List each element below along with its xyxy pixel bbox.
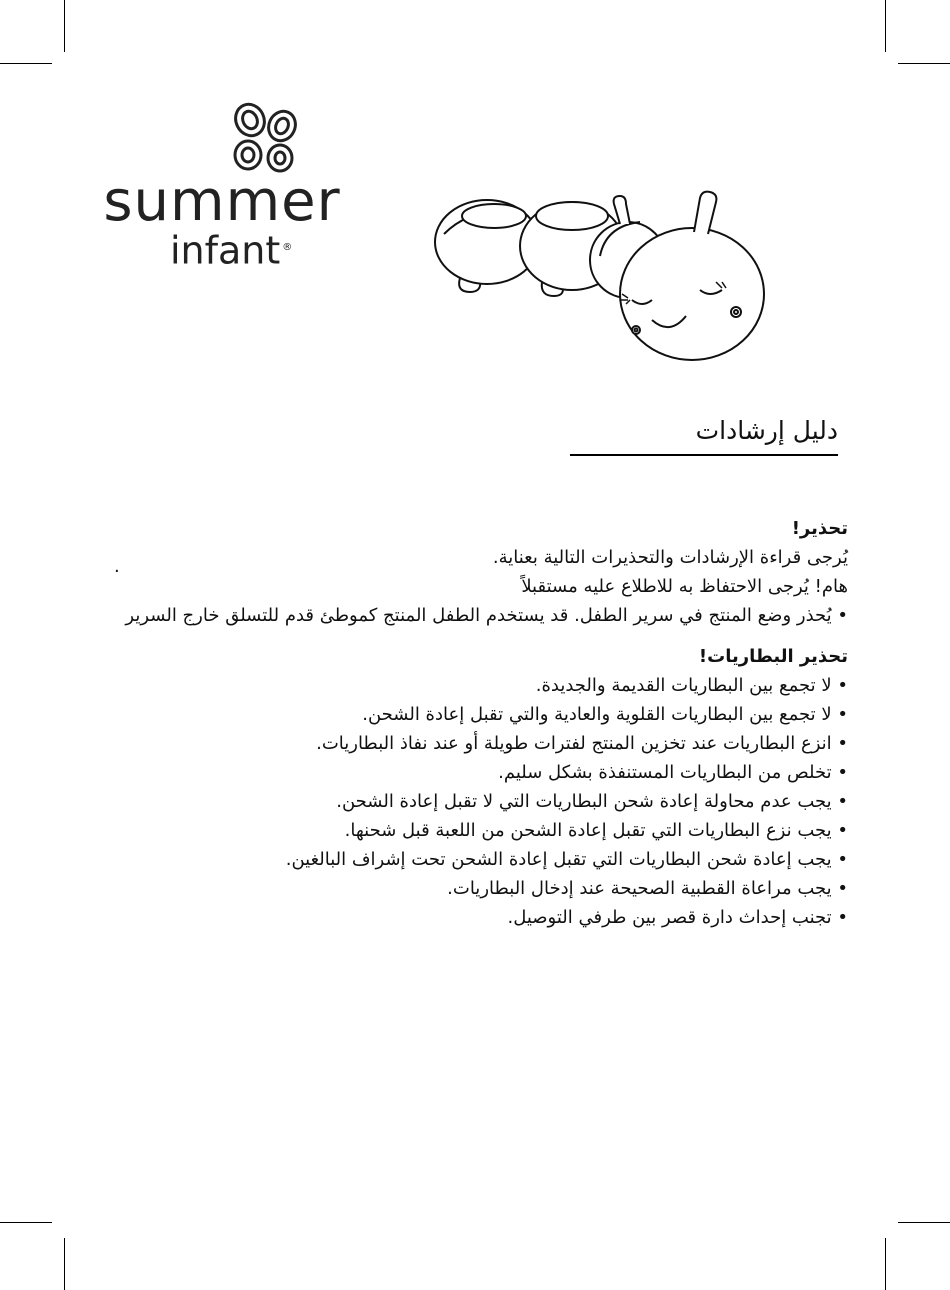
warnings-section bbox=[100, 512, 848, 932]
summer-infant-logo bbox=[92, 96, 354, 276]
crop-mark bbox=[0, 63, 52, 64]
brand-sub bbox=[170, 228, 292, 271]
battery-warning-item: • لا تجمع بين البطاريات القلوية والعادية والتي تقبل إعادة الشحن. bbox=[100, 700, 848, 729]
battery-warning-item: • لا تجمع بين البطاريات القديمة والجديدة. bbox=[100, 671, 848, 700]
warning-bullet: • يُحذر وضع المنتج في سرير الطفل. قد يستخدم الطفل المنتج كموطئ قدم للتسلق خارج السرير bbox=[100, 601, 848, 630]
caterpillar-toy-illustration bbox=[432, 190, 792, 370]
warning-line: هام! يُرجى الاحتفاظ به للاطلاع عليه مستقبلاً bbox=[521, 576, 848, 597]
stray-mark: . bbox=[114, 556, 120, 577]
battery-warning-item: • تخلص من البطاريات المستنفذة بشكل سليم. bbox=[100, 758, 848, 787]
battery-warning-heading: تحذير البطاريات! bbox=[698, 646, 848, 667]
brand-name: summer bbox=[103, 169, 341, 234]
warning-line: يُرجى قراءة الإرشادات والتحذيرات التالية بعناية. bbox=[492, 547, 848, 568]
registered-mark: ® bbox=[282, 242, 293, 253]
crop-mark bbox=[64, 1238, 65, 1290]
title-underline bbox=[570, 454, 838, 456]
battery-warning-item: • يجب نزع البطاريات التي تقبل إعادة الشحن من اللعبة قبل شحنها. bbox=[100, 816, 848, 845]
battery-warning-item: • تجنب إحداث دارة قصر بين طرفي التوصيل. bbox=[100, 903, 848, 932]
warning-heading: تحذير! bbox=[791, 518, 848, 539]
manual-title: دليل إرشادات bbox=[695, 416, 838, 445]
brand-subname: infant bbox=[170, 228, 281, 273]
battery-warning-item: • انزع البطاريات عند تخزين المنتج لفترات طويلة أو عند نفاذ البطاريات. bbox=[100, 729, 848, 758]
crop-mark bbox=[0, 1222, 52, 1223]
battery-warning-item: • يجب إعادة شحن البطاريات التي تقبل إعادة الشحن تحت إشراف البالغين. bbox=[100, 845, 848, 874]
crop-mark bbox=[885, 0, 886, 52]
butterfly-icon bbox=[230, 100, 302, 178]
crop-mark bbox=[64, 0, 65, 52]
crop-mark bbox=[898, 63, 950, 64]
battery-warning-item: • يجب مراعاة القطبية الصحيحة عند إدخال البطاريات. bbox=[100, 874, 848, 903]
battery-warning-item: • يجب عدم محاولة إعادة شحن البطاريات التي لا تقبل إعادة الشحن. bbox=[100, 787, 848, 816]
crop-mark bbox=[898, 1222, 950, 1223]
crop-mark bbox=[885, 1238, 886, 1290]
